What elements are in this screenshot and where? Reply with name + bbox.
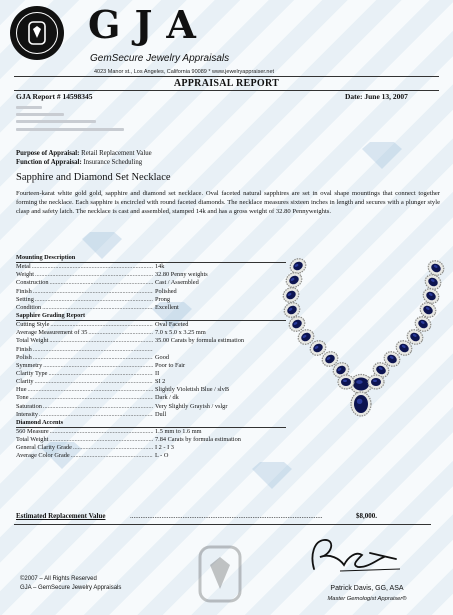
spec-value: 35.00 Carats by formula estimation [155,337,245,345]
spec-label: Setting ..... [16,296,153,304]
section-heading: Sapphire Grading Report [16,311,86,319]
company-seal [10,6,64,60]
spec-value: Dull [155,410,167,418]
section-heading-row [16,419,286,428]
copyright-line: GJA – GemSecure Jewelry Appraisals [20,585,122,591]
spec-row [16,304,286,312]
spec-label: Hue ..... [16,386,153,394]
estimate-label: Estimated Replacement Value [16,512,106,520]
spec-label: Clarity ..... [16,378,153,386]
spec-value: 14k [155,263,165,271]
estimate-dots: .............................................................................................................. [130,512,323,520]
report-date: Date: June 13, 2007 [345,92,408,101]
spec-row [16,370,286,378]
company-logo: GJA [88,2,210,47]
spec-label: Finish ..... [16,288,153,296]
spec-row [16,329,286,337]
redacted-line [16,106,42,109]
spec-label: Cutting Style ..... [16,321,153,329]
spec-value: 32.80 Penny weights [155,271,208,279]
specs-table [16,254,286,461]
spec-label: Condition ..... [16,304,153,312]
spec-label: Average Measurement of 35 ..... [16,329,153,337]
necklace-photo [270,258,446,436]
spec-label: Intensity ..... [16,411,153,419]
spec-value: Poor to Fair [155,361,186,369]
sapphire-stone [284,270,305,290]
sapphire-stone [281,285,302,305]
spec-value: Prong [155,295,171,303]
spec-row [16,271,286,279]
spec-value: Polished [155,287,177,295]
purpose-section [16,149,152,167]
diamond-watermark-icon [360,140,404,170]
spec-row [16,386,286,394]
diamond-watermark-icon [250,460,294,490]
function-value: Insurance Scheduling [83,159,143,166]
purpose-label: Purpose of Appraisal: [16,150,80,157]
spec-value: 7.84 Carats by formula estimation [155,436,241,444]
item-description: Fourteen-karat white gold gold, sapphire and diamond set necklace. Oval faceted natural sapphires are set in oval shape mountings that connect together forming the necklace. Each sapphire is encircled with round faceted diamonds. The necklace measures sixteen inches in length and secures with a plunger style clasp and safety latch. The necklace is cast and assembled, stamped 14k and has a gross weight of 32.80 Pennyweights. [16,190,440,216]
spec-value: Oval Faceted [155,321,189,329]
section-heading: Diamond Accents [16,418,64,426]
spec-value: Very Slightly Grayish / vslgr [155,402,228,410]
spec-label: Polish ..... [16,354,153,362]
spec-label: Symmetry ..... [16,362,153,370]
spec-value: Slightly Violetish Blue / slvB [155,386,230,394]
spec-row [16,346,286,354]
spec-row [16,279,286,287]
appraiser-name: Patrick Davis, GG, ASA [330,585,404,592]
spec-value: SI 2 [155,378,166,386]
sapphire-stone [338,375,354,389]
company-name: GemSecure Jewelry Appraisals [90,53,230,64]
spec-label: Construction ..... [16,279,153,287]
spec-row [16,394,286,402]
section-heading: Mounting Description [16,254,76,261]
purpose-value: Retail Replacement Value [81,150,152,157]
company-address: 4023 Manor st., Los Angeles, California 90089 * www.jewelryappraiser.net [94,69,275,75]
spec-label: General Clarity Grade ..... [16,444,153,452]
report-title: APPRAISAL REPORT [173,78,280,89]
report-number: GJA Report # 14598345 [16,92,93,101]
spec-value: Dark / dk [155,394,179,402]
copyright [20,575,121,593]
spec-label: Clarity Type ..... [16,370,153,378]
header-divider [14,76,439,77]
spec-label: Finish ..... [16,346,153,354]
spec-value: Excellent [155,303,179,311]
spec-value: I 2 - I 3 [155,444,174,452]
redacted-line [16,128,124,131]
estimate-value: $8,000. [356,512,377,520]
section-heading-row [16,254,286,263]
title-divider [14,90,439,91]
item-title: Sapphire and Diamond Set Necklace [16,172,171,183]
spec-label: 560 Measure ..... [16,428,153,436]
spec-label: Average Color Grade ..... [16,452,153,460]
redacted-line [16,120,96,123]
spec-label: Total Weight ..... [16,436,153,444]
spec-value: II [155,369,160,377]
appraiser-title: Master Gemologist Appraiser® [327,596,407,602]
spec-row [16,296,286,304]
spec-row [16,444,286,452]
spec-label: Weight ..... [16,271,153,279]
spec-value: L - O [155,452,169,460]
estimate-divider [14,524,431,525]
section-heading-row [16,312,286,321]
spec-row [16,436,286,444]
sapphire-stone [426,258,446,278]
spec-label: Saturation ..... [16,403,153,411]
spec-label: Metal ..... [16,263,153,271]
spec-row [16,411,286,419]
sapphire-stone [368,375,384,389]
spec-row [16,321,286,329]
copyright-line: ©2007 – All Rights Reserved [20,576,97,582]
spec-label: Tone ..... [16,394,153,402]
redacted-line [16,113,64,116]
sapphire-stone [421,286,442,306]
sapphire-stone [351,392,371,416]
spec-value: 7.0 x 5.0 x 3.25 mm [155,329,206,337]
spec-label: Total Weight ..... [16,337,153,345]
spec-row [16,428,286,436]
spec-row [16,403,286,411]
spec-row [16,288,286,296]
spec-row [16,263,286,271]
seal-emblem-icon [24,19,50,47]
spec-row [16,452,286,460]
spec-value: Good [155,353,169,361]
footer-seal-icon [190,543,250,605]
appraiser-signature [300,535,410,579]
spec-row [16,362,286,370]
spec-row [16,337,286,345]
spec-value: Cast / Assembled [155,279,199,287]
spec-value: 1.5 mm to 1.6 mm [155,427,202,435]
function-label: Function of Appraisal: [16,159,82,166]
spec-row [16,354,286,362]
spec-row [16,378,286,386]
